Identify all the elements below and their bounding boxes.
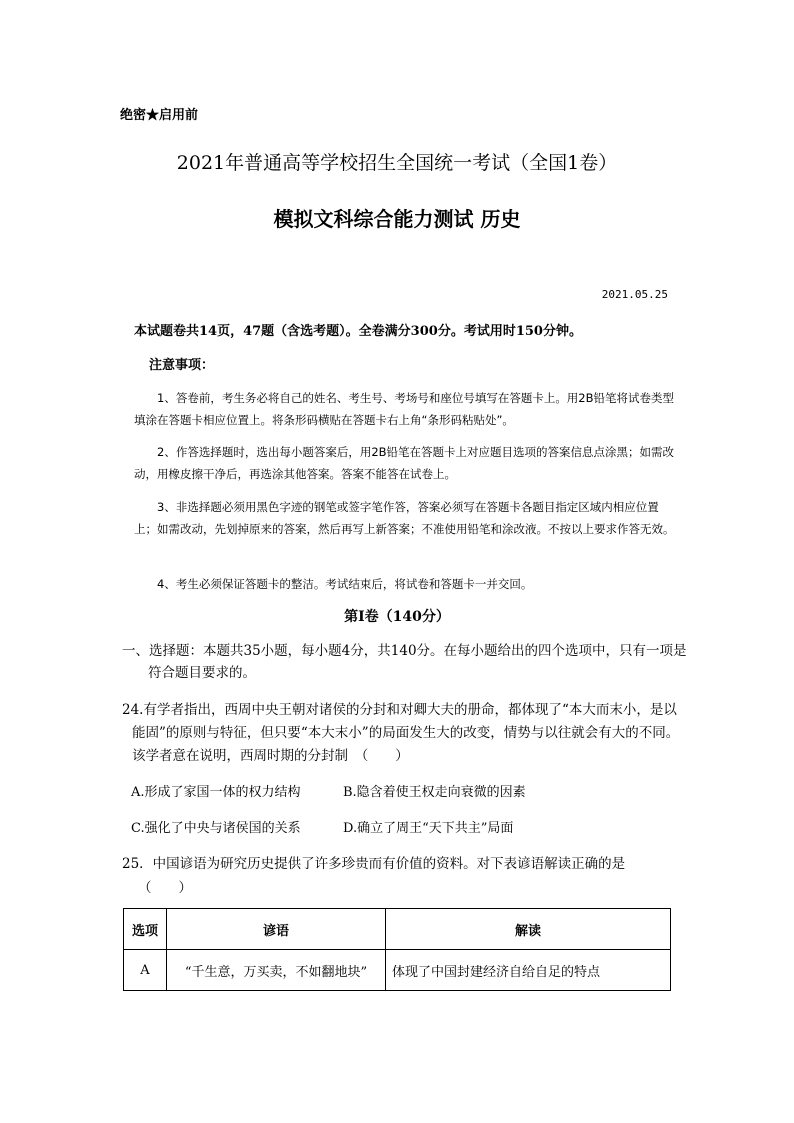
question-24-option-c: C.强化了中央与诸侯国的关系 — [131, 821, 301, 836]
table-cell-option: A — [124, 950, 167, 991]
question-24-option-b: B.隐含着使王权走向衰微的因素 — [343, 785, 526, 800]
section-instructions: 一、选择题：本题共35小题，每小题4分，共140分。在每小题给出的四个选项中，只有一项是符合题目要求的。 — [122, 643, 687, 681]
table-cell-interpretation: 体现了中国封建经济自给自足的特点 — [386, 950, 671, 991]
table-header-row — [124, 909, 671, 950]
column-header-proverb: 谚语 — [167, 909, 386, 950]
table-cell-proverb: “千生意，万买卖，不如翻地块” — [167, 950, 386, 991]
notice-heading: 注意事项： — [149, 358, 215, 373]
notice-item: 2、作答选择题时，选出每小题答案后，用2B铅笔在答题卡上对应题目选项的答案信息点涂黑；如需改动，用橡皮擦干净后，再选涂其他答案。答案不能答在试卷上。 — [134, 445, 675, 481]
proverb-table — [123, 908, 671, 991]
exam-intro: 本试题卷共14页，47题（含选考题）。全卷满分300分。考试用时150分钟。 — [134, 324, 582, 339]
column-header-option: 选项 — [124, 909, 167, 950]
column-header-interpretation: 解读 — [386, 909, 671, 950]
part-title: 第I卷（140分） — [344, 609, 450, 625]
confidential-mark: 绝密★启用前 — [120, 108, 199, 123]
table-row — [124, 950, 671, 991]
notice-item: 1、答卷前，考生务必将自己的姓名、考生号、考场号和座位号填写在答题卡上。用2B铅笔将试卷类型填涂在答题卡相应位置上。将条形码横贴在答题卡右上角“条形码粘贴处”。 — [134, 391, 675, 427]
question-25-answer-paren: （ ） — [138, 880, 192, 896]
question-24-option-a: A.形成了家国一体的权力结构 — [131, 785, 301, 800]
exam-subtitle: 模拟文科综合能力测试 历史 — [273, 207, 521, 231]
exam-date: 2021.05.25 — [601, 288, 668, 301]
notice-item: 3、非选择题必须用黑色字迹的钢笔或签字笔作答，答案必须写在答题卡各题目指定区域内相应位置上；如需改动，先划掉原来的答案，然后再写上新答案；不准使用铅笔和涂改液。不按以上要求作答无效。 — [134, 500, 675, 536]
question-24-stem: 24.有学者指出，西周中央王朝对诸侯的分封和对卿大夫的册命，都体现了“本大而末小，是以能固”的原则与特征，但只要“本大末小”的局面发生大的改变，情势与以往就会有大的不同。该学者意在说明，西周时期的分封制 （ ） — [122, 702, 680, 764]
notice-item: 4、考生必须保证答题卡的整洁。考试结束后，将试卷和答题卡一并交回。 — [157, 577, 533, 591]
exam-title: 2021年普通高等学校招生全国统一考试（全国1卷） — [176, 152, 618, 174]
question-24-option-d: D.确立了周王“天下共主”局面 — [343, 821, 514, 836]
question-25-stem: 25．中国谚语为研究历史提供了许多珍贵而有价值的资料。对下表谚语解读正确的是 — [122, 856, 626, 872]
